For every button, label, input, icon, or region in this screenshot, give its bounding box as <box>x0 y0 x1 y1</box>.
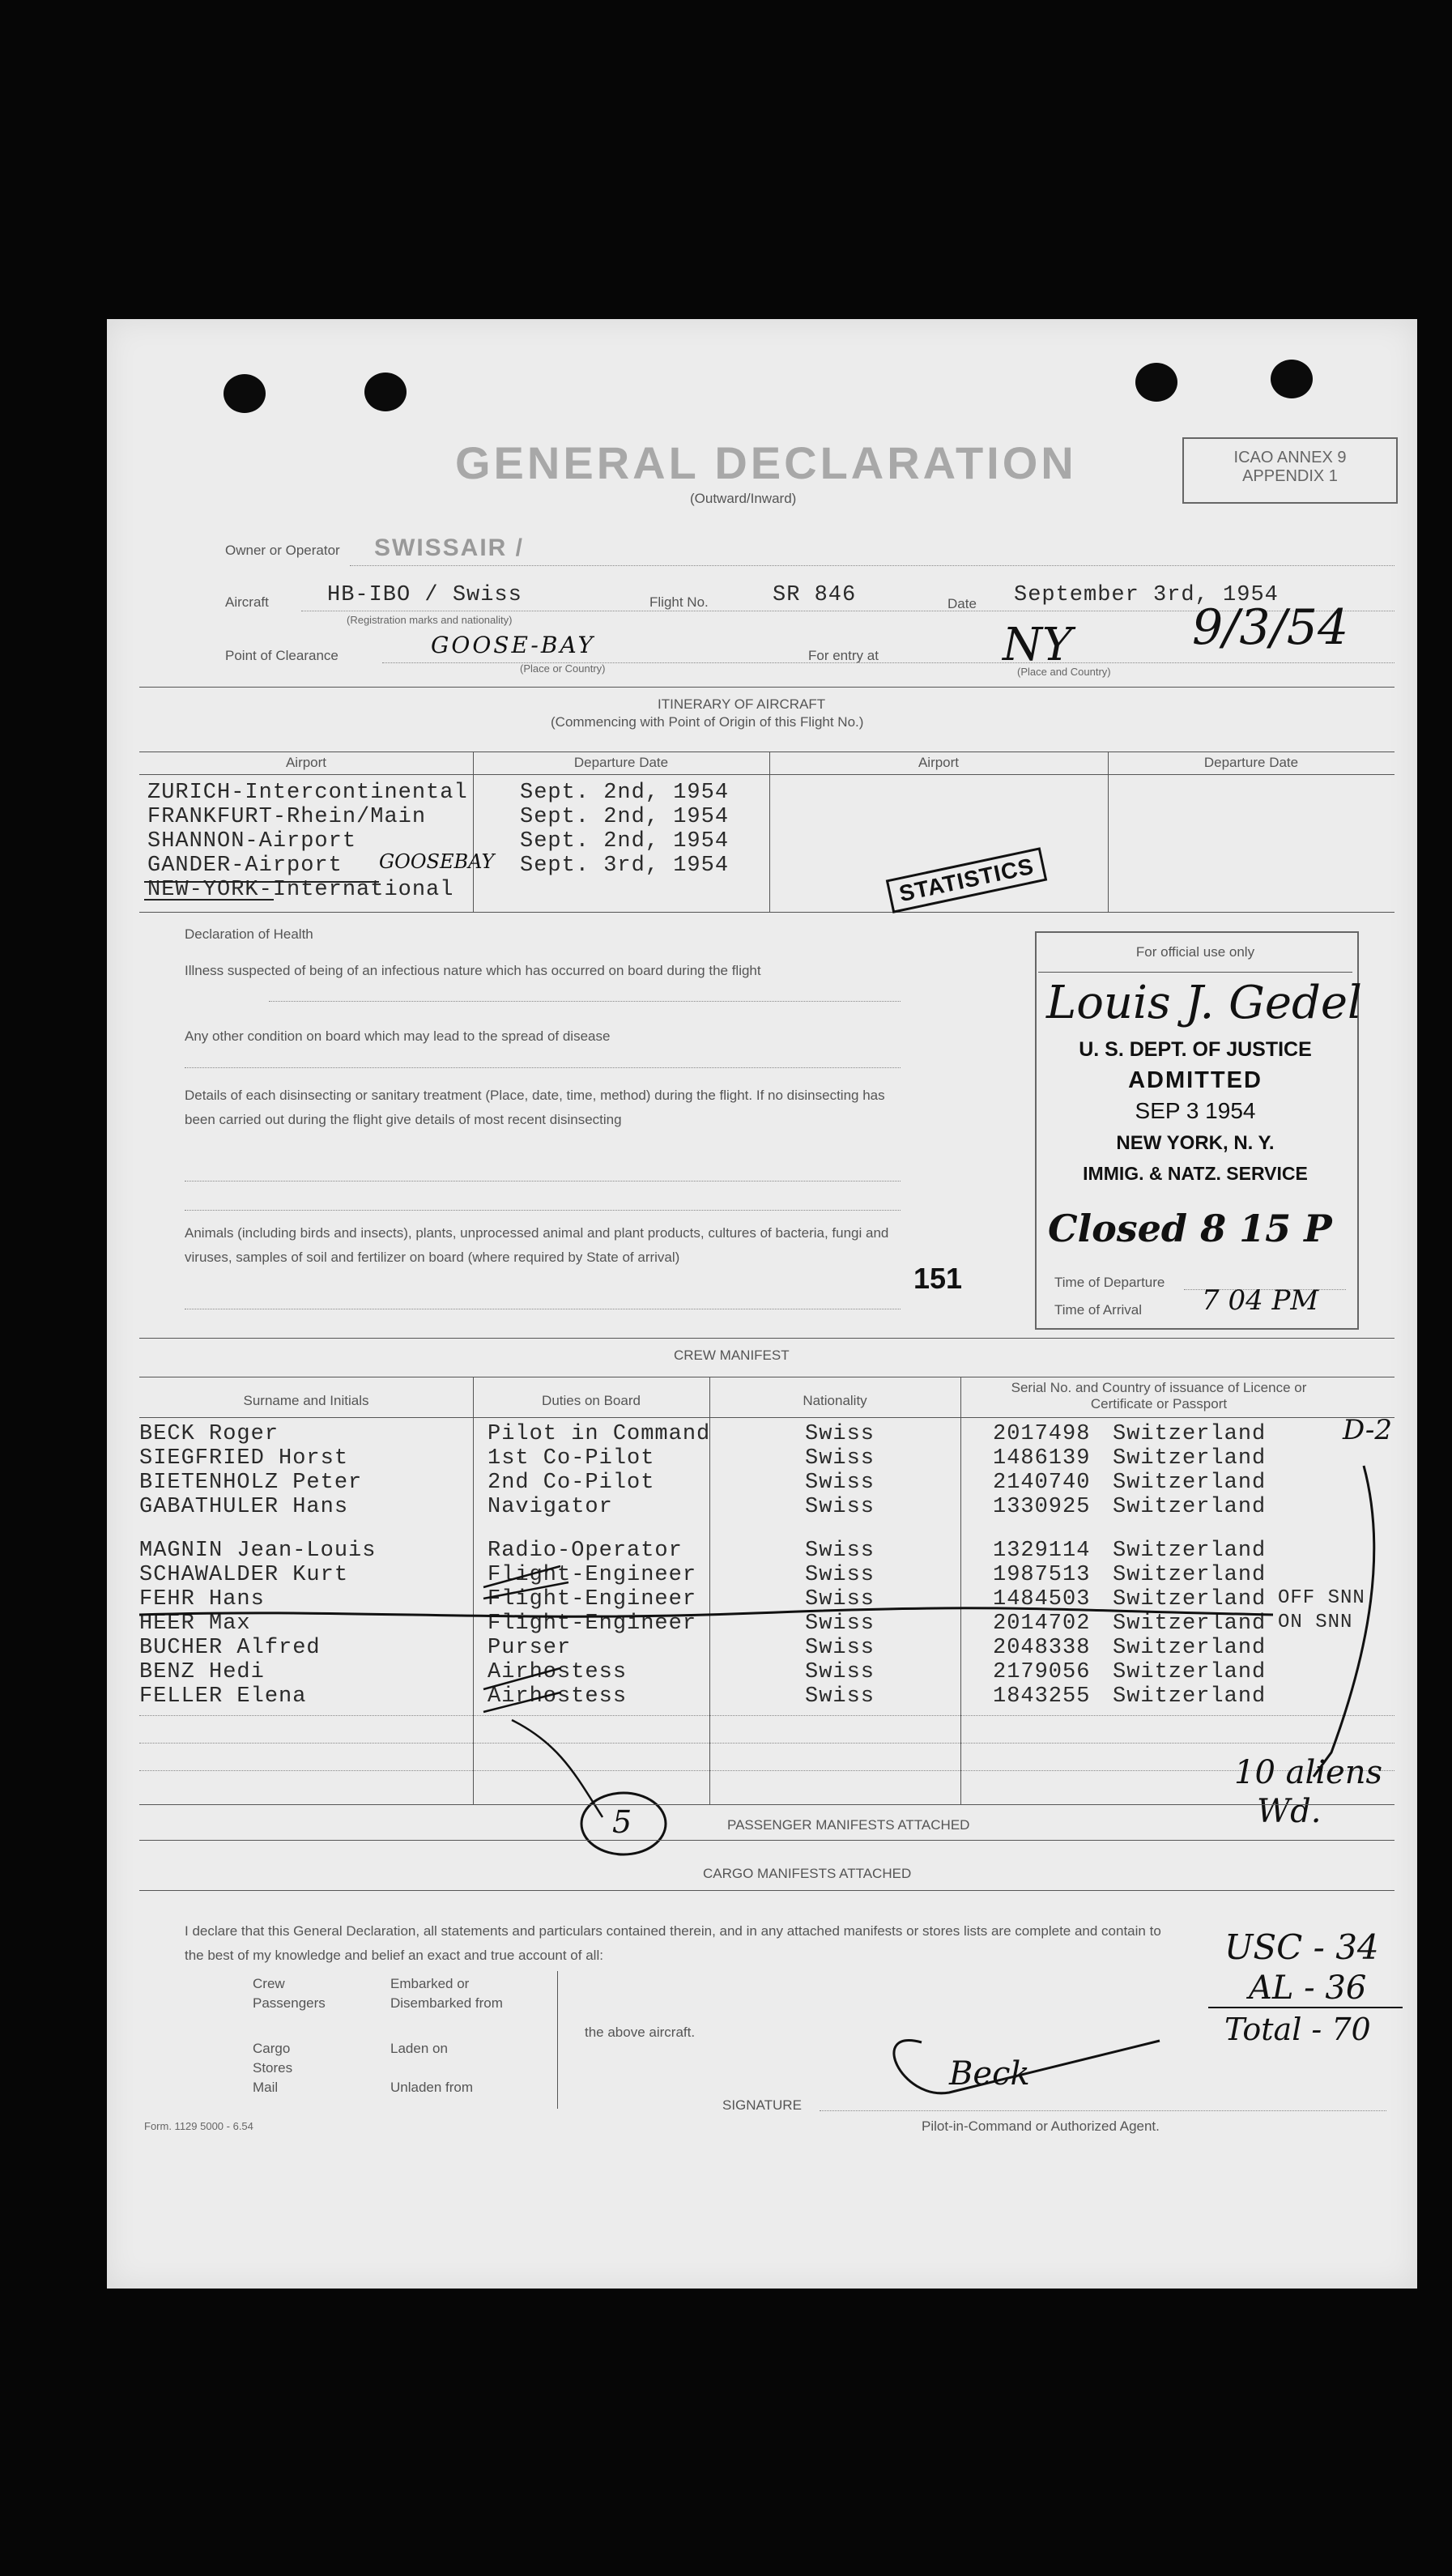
crew-name: BUCHER Alfred <box>139 1636 321 1660</box>
crew-serial: 2014702 <box>993 1612 1091 1636</box>
crew-country: Switzerland <box>1113 1612 1267 1636</box>
crew-serial: 1329114 <box>993 1539 1091 1563</box>
decl-embarked: Embarked or <box>390 1976 470 1991</box>
health-heading: Declaration of Health <box>185 926 313 942</box>
crew-nationality: Swiss <box>805 1587 875 1612</box>
cargo-manifests: CARGO MANIFESTS ATTACHED <box>703 1866 912 1881</box>
crew-note: ON SNN <box>1278 1612 1353 1633</box>
col-nationality: Nationality <box>803 1393 867 1408</box>
col-departure-2: Departure Date <box>1203 755 1299 770</box>
signature-line <box>820 2110 1386 2111</box>
crew-serial: 1484503 <box>993 1587 1091 1612</box>
decl-laden: Laden on <box>390 2041 448 2056</box>
itinerary-airport: NEW-YORK-International <box>147 878 454 902</box>
tally-usc: USC - 34 <box>1224 1927 1379 1967</box>
col-serial: Serial No. and Country of issuance of Licence or Certificate or Passport <box>1011 1380 1307 1411</box>
crew-country: Switzerland <box>1113 1471 1267 1495</box>
health-q2: Any other condition on board which may lead to the spread of disease <box>185 1028 611 1044</box>
decl-unladen: Unladen from <box>390 2080 474 2095</box>
col-airport-2: Airport <box>918 755 960 770</box>
crew-country: Switzerland <box>1113 1446 1267 1471</box>
flight-value: SR 846 <box>773 583 857 607</box>
decl-crew: Crew <box>253 1976 285 1991</box>
crew-duty: Flight-Engineer <box>488 1587 697 1612</box>
annex-line1: ICAO ANNEX 9 <box>1233 449 1347 466</box>
crew-serial: 1843255 <box>993 1684 1091 1709</box>
arrival-label: Time of Arrival <box>1054 1302 1143 1318</box>
stamp-service: IMMIG. & NATZ. SERVICE <box>1083 1163 1308 1184</box>
tally-al: AL - 36 <box>1249 1969 1367 2007</box>
crew-duty: Radio-Operator <box>488 1539 683 1563</box>
rule <box>139 1890 1395 1891</box>
form-title: GENERAL DECLARATION <box>455 437 1077 488</box>
rule <box>139 1840 1395 1841</box>
crew-duty: 2nd Co-Pilot <box>488 1471 655 1495</box>
crew-duty: Airhostess <box>488 1660 628 1684</box>
pilot-signature: Beck <box>949 2055 1030 2093</box>
crew-nationality: Swiss <box>805 1684 875 1709</box>
crew-nationality: Swiss <box>805 1612 875 1636</box>
passenger-manifests: PASSENGER MANIFESTS ATTACHED <box>727 1817 970 1833</box>
itinerary-date: Sept. 2nd, 1954 <box>520 781 730 805</box>
stamp-city: NEW YORK, N. Y. <box>1116 1132 1275 1154</box>
crew-duty: Pilot in Command <box>488 1422 711 1446</box>
crew-country: Switzerland <box>1113 1422 1267 1446</box>
crew-name: BECK Roger <box>139 1422 279 1446</box>
aircraft-label: Aircraft <box>225 594 269 610</box>
rule <box>139 1804 1395 1805</box>
crew-heading: CREW MANIFEST <box>674 1348 790 1363</box>
itinerary-airport: GANDER-Airport <box>147 854 343 878</box>
officer-signature: Louis J. Gedel <box>1046 977 1362 1029</box>
declaration-text: I declare that this General Declaration, all statements and particulars contained therein, and in any attached manifests or stores lists are complete and contain to the best of my knowledge and belief an exact and true account of all: <box>185 1923 1161 1963</box>
form-number: Form. 1129 5000 - 6.54 <box>144 2120 253 2132</box>
annex-line2: APPENDIX 1 <box>1242 467 1338 485</box>
crew-serial: 1330925 <box>993 1495 1091 1519</box>
crew-name: GABATHULER Hans <box>139 1495 349 1519</box>
decl-disembarked: Disembarked from <box>390 1995 503 2011</box>
crew-note: OFF SNN <box>1278 1587 1365 1609</box>
owner-label: Owner or Operator <box>225 543 340 558</box>
crew-serial: 2048338 <box>993 1636 1091 1660</box>
official-header: For official use only <box>1135 944 1255 960</box>
crew-serial: 2140740 <box>993 1471 1091 1495</box>
crew-country: Switzerland <box>1113 1660 1267 1684</box>
stamp-dept: U. S. DEPT. OF JUSTICE <box>1079 1038 1312 1061</box>
gander-correction: GOOSEBAY <box>379 850 495 873</box>
itinerary-airport: ZURICH-Intercontinental <box>147 781 468 805</box>
crew-name: FEHR Hans <box>139 1587 265 1612</box>
crew-duty: Purser <box>488 1636 572 1660</box>
entry-value: NY <box>1003 619 1072 671</box>
aircraft-note: (Registration marks and nationality) <box>347 614 513 626</box>
crew-serial: 2179056 <box>993 1660 1091 1684</box>
crew-name: BIETENHOLZ Peter <box>139 1471 363 1495</box>
decl-mail: Mail <box>253 2080 279 2095</box>
crew-duty: Airhostess <box>488 1684 628 1709</box>
col-name: Surname and Initials <box>243 1393 369 1408</box>
itinerary-date: Sept. 2nd, 1954 <box>520 805 730 829</box>
crew-name: BENZ Hedi <box>139 1660 265 1684</box>
crew-nationality: Swiss <box>805 1446 875 1471</box>
crew-name: HEER Max <box>139 1612 251 1636</box>
health-q1: Illness suspected of being of an infectious nature which has occurred on board during the flight <box>185 963 761 978</box>
crew-duty: Flight-Engineer <box>488 1612 697 1636</box>
decl-passengers: Passengers <box>253 1995 326 2011</box>
departure-label: Time of Departure <box>1054 1275 1165 1290</box>
crew-nationality: Swiss <box>805 1539 875 1563</box>
decl-stores: Stores <box>253 2060 293 2076</box>
crew-duty: Navigator <box>488 1495 613 1519</box>
decl-aircraft: the above aircraft. <box>585 2025 696 2040</box>
crew-nationality: Swiss <box>805 1422 875 1446</box>
crew-nationality: Swiss <box>805 1660 875 1684</box>
entry-note: (Place and Country) <box>1017 666 1111 678</box>
date-label: Date <box>947 596 977 611</box>
crew-country: Switzerland <box>1113 1684 1267 1709</box>
decl-cargo: Cargo <box>253 2041 291 2056</box>
clearance-note: (Place or Country) <box>520 662 606 675</box>
flight-label: Flight No. <box>649 594 709 610</box>
crew-nationality: Swiss <box>805 1471 875 1495</box>
crew-serial: 1987513 <box>993 1563 1091 1587</box>
crew-name: FELLER Elena <box>139 1684 307 1709</box>
form-subtitle: (Outward/Inward) <box>690 491 797 506</box>
itinerary-date: Sept. 3rd, 1954 <box>520 854 730 878</box>
signature-label: SIGNATURE <box>722 2097 802 2113</box>
itinerary-date: Sept. 2nd, 1954 <box>520 829 730 854</box>
crew-serial: 2017498 <box>993 1422 1091 1446</box>
crew-country: Switzerland <box>1113 1495 1267 1519</box>
health-q3: Details of each disinsecting or sanitary treatment (Place, date, time, method) during the flight. If no disinsecting has been carried out during the flight give details of most recent disinsecting <box>185 1088 885 1127</box>
crew-nationality: Swiss <box>805 1495 875 1519</box>
entry-date: 9/3/54 <box>1192 599 1349 656</box>
itinerary-airport: SHANNON-Airport <box>147 829 357 854</box>
col-divider <box>557 1971 558 2109</box>
crew-nationality: Swiss <box>805 1636 875 1660</box>
health-q4: Animals (including birds and insects), plants, unprocessed animal and plant products, cultures of bacteria, fungi and viruses, samples of soil and fertilizer on board (where required by State of arrival) <box>185 1225 889 1265</box>
declaration-form <box>107 319 1417 2289</box>
crew-duty: 1st Co-Pilot <box>488 1446 655 1471</box>
crew-country: Switzerland <box>1113 1587 1267 1612</box>
crew-country: Switzerland <box>1113 1636 1267 1660</box>
date-value: September 3rd, 1954 <box>1014 583 1279 607</box>
itinerary-airport: FRANKFURT-Rhein/Main <box>147 805 427 829</box>
itinerary-heading: ITINERARY OF AIRCRAFT <box>658 696 826 712</box>
crew-strike-line <box>139 1608 1273 1616</box>
crew-nationality: Swiss <box>805 1563 875 1587</box>
aircraft-value: HB-IBO / Swiss <box>327 583 522 607</box>
col-airport: Airport <box>285 755 327 770</box>
entry-label: For entry at <box>808 648 879 663</box>
crew-duty: Flight-Engineer <box>488 1563 697 1587</box>
signature-role: Pilot-in-Command or Authorized Agent. <box>922 2118 1160 2134</box>
owner-value: SWISSAIR / <box>374 534 525 561</box>
col-duties: Duties on Board <box>542 1393 641 1408</box>
arrow-line <box>512 1720 603 1817</box>
tick-marks <box>483 1566 568 1712</box>
margin-note-initials: Wd. <box>1257 1793 1322 1830</box>
col-departure: Departure Date <box>573 755 669 770</box>
clearance-value: GOOSE-BAY <box>431 632 596 658</box>
tally-total: Total - 70 <box>1224 2012 1371 2047</box>
stamp-date: SEP 3 1954 <box>1135 1098 1256 1123</box>
crew-country: Switzerland <box>1113 1563 1267 1587</box>
handwritten-marks <box>107 319 1417 2289</box>
closed-note: Closed 8 15 P <box>1048 1207 1332 1250</box>
clearance-label: Point of Clearance <box>225 648 339 663</box>
bracket-line <box>1314 1466 1374 1777</box>
margin-note-aliens: 10 aliens <box>1234 1754 1383 1791</box>
health-number: 151 <box>913 1262 963 1295</box>
crew-name: SCHAWALDER Kurt <box>139 1563 349 1587</box>
crew-name: SIEGFRIED Horst <box>139 1446 349 1471</box>
circled-count: 5 <box>612 1804 632 1840</box>
arrival-value: 7 04 PM <box>1202 1284 1319 1317</box>
crew-serial: 1486139 <box>993 1446 1091 1471</box>
statistics-stamp: STATISTICS <box>886 847 1048 913</box>
stamp-admitted: ADMITTED <box>1128 1067 1263 1093</box>
crew-name: MAGNIN Jean-Louis <box>139 1539 377 1563</box>
crew-country: Switzerland <box>1113 1539 1267 1563</box>
crew-note: D-2 <box>1343 1414 1393 1446</box>
itinerary-subheading: (Commencing with Point of Origin of this Flight No.) <box>551 714 864 730</box>
